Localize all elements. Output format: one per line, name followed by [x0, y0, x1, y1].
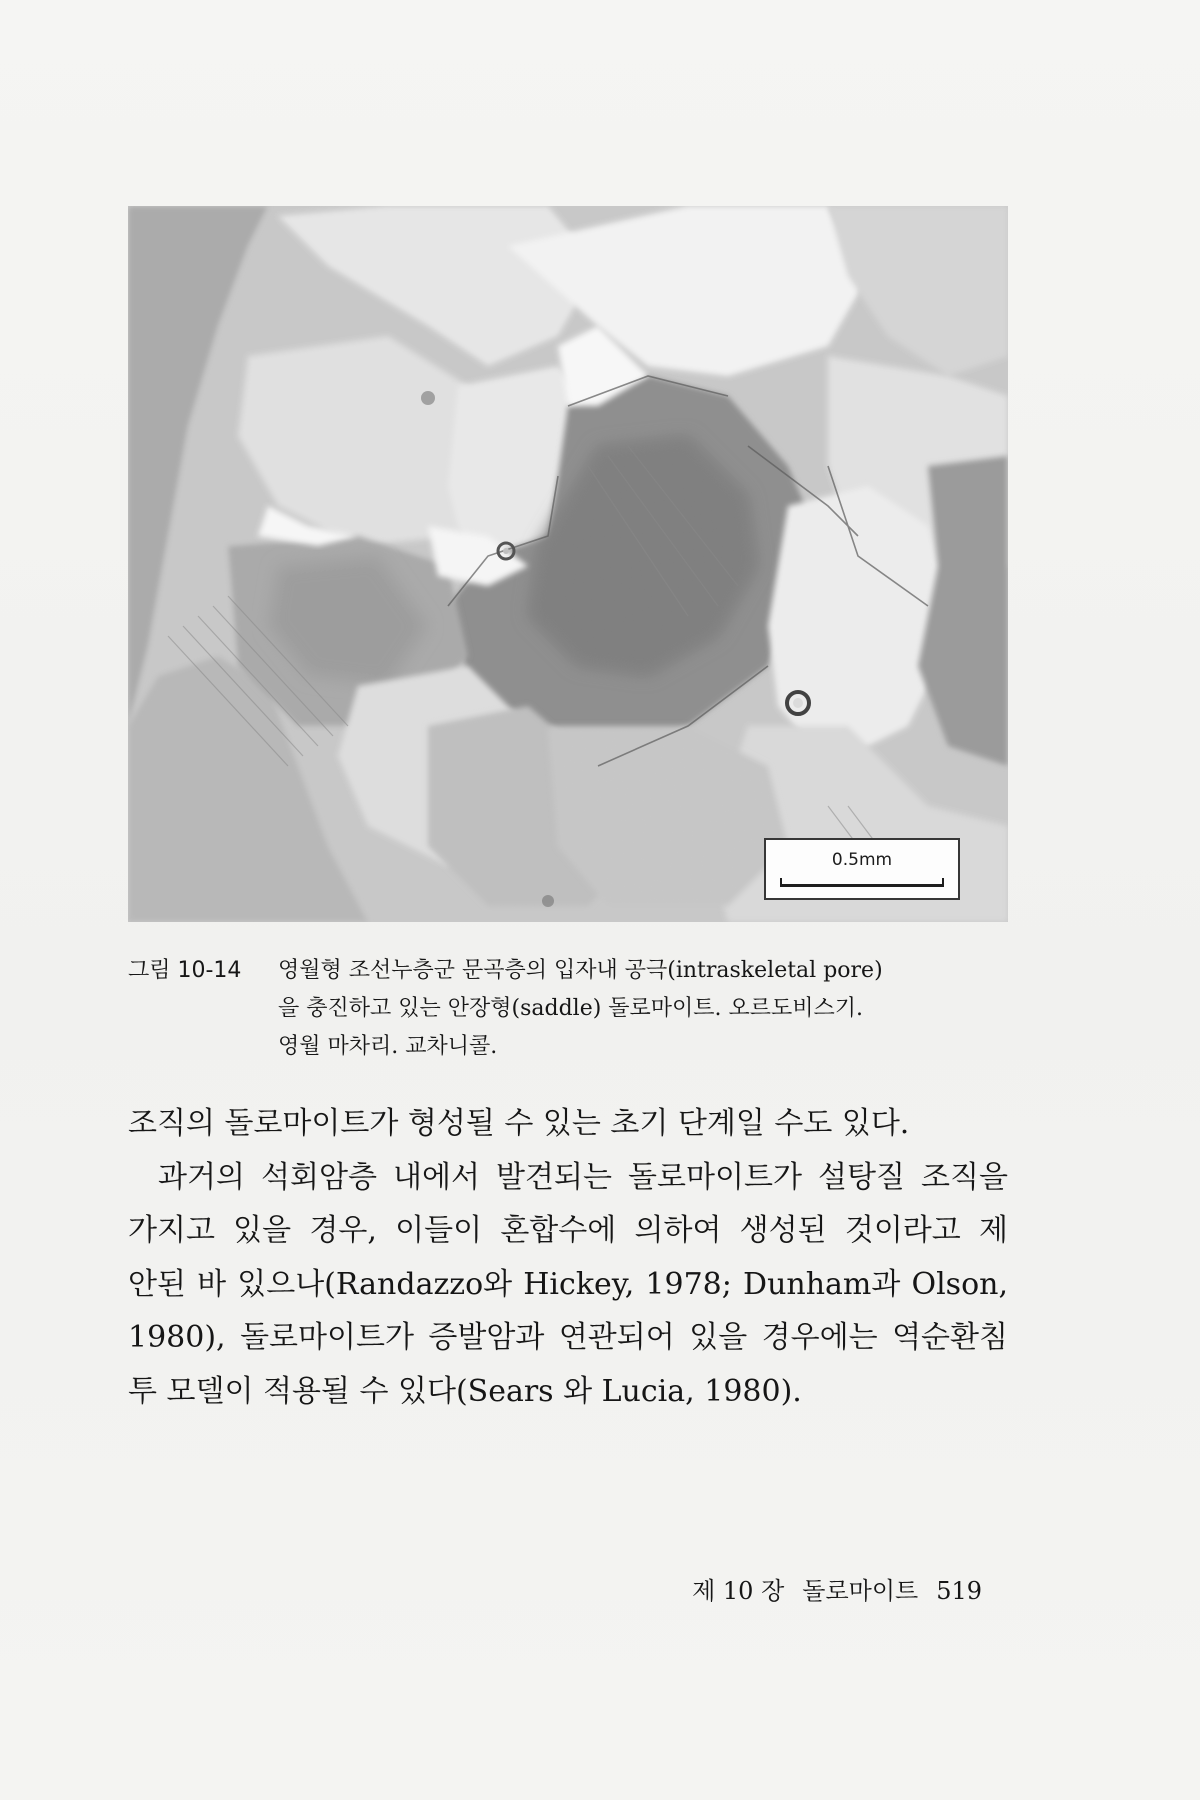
scale-bar-label: 0.5mm [831, 850, 893, 870]
running-footer [692, 1571, 982, 1606]
micrograph-image [128, 206, 1008, 922]
scale-bar-line [780, 884, 944, 887]
body-line-1: 조직의 돌로마이트가 형성될 수 있는 초기 단계일 수도 있다. [128, 1106, 910, 1141]
footer-chapter-title: 돌로마이트 [802, 1577, 919, 1605]
figure-caption [128, 952, 1018, 1066]
figure-label: 그림 10-14 [128, 958, 242, 983]
body-line-4: 안된 바 있으나(Randazzo와 Hickey, 1978; Dunham과 Olson, [128, 1266, 1008, 1302]
body-line-3: 가지고 있을 경우, 이들이 혼합수에 의하여 생성된 것이라고 제 [128, 1213, 1008, 1248]
page-number: 519 [936, 1577, 982, 1605]
thin-section-micrograph [128, 206, 1008, 922]
caption-line-2: 을 충진하고 있는 안장형(saddle) 돌로마이트. 오르도비스기. [278, 996, 864, 1021]
scale-bar [764, 838, 960, 900]
caption-row-1 [128, 952, 1018, 990]
footer-chapter: 제 10 장 [692, 1577, 785, 1605]
body-line-6: 투 모델이 적용될 수 있다(Sears 와 Lucia, 1980). [128, 1373, 802, 1409]
body-line-5: 1980), 돌로마이트가 증발암과 연관되어 있을 경우에는 역순환침 [128, 1320, 1008, 1355]
caption-line-1: 영월형 조선누층군 문곡층의 입자내 공극(intraskeletal pore) [278, 958, 883, 983]
body-paragraph [128, 1097, 1008, 1418]
body-line-2: 과거의 석회암층 내에서 발견되는 돌로마이트가 설탕질 조직을 [158, 1159, 1008, 1195]
caption-line-3: 영월 마차리. 교차니콜. [278, 1034, 498, 1059]
